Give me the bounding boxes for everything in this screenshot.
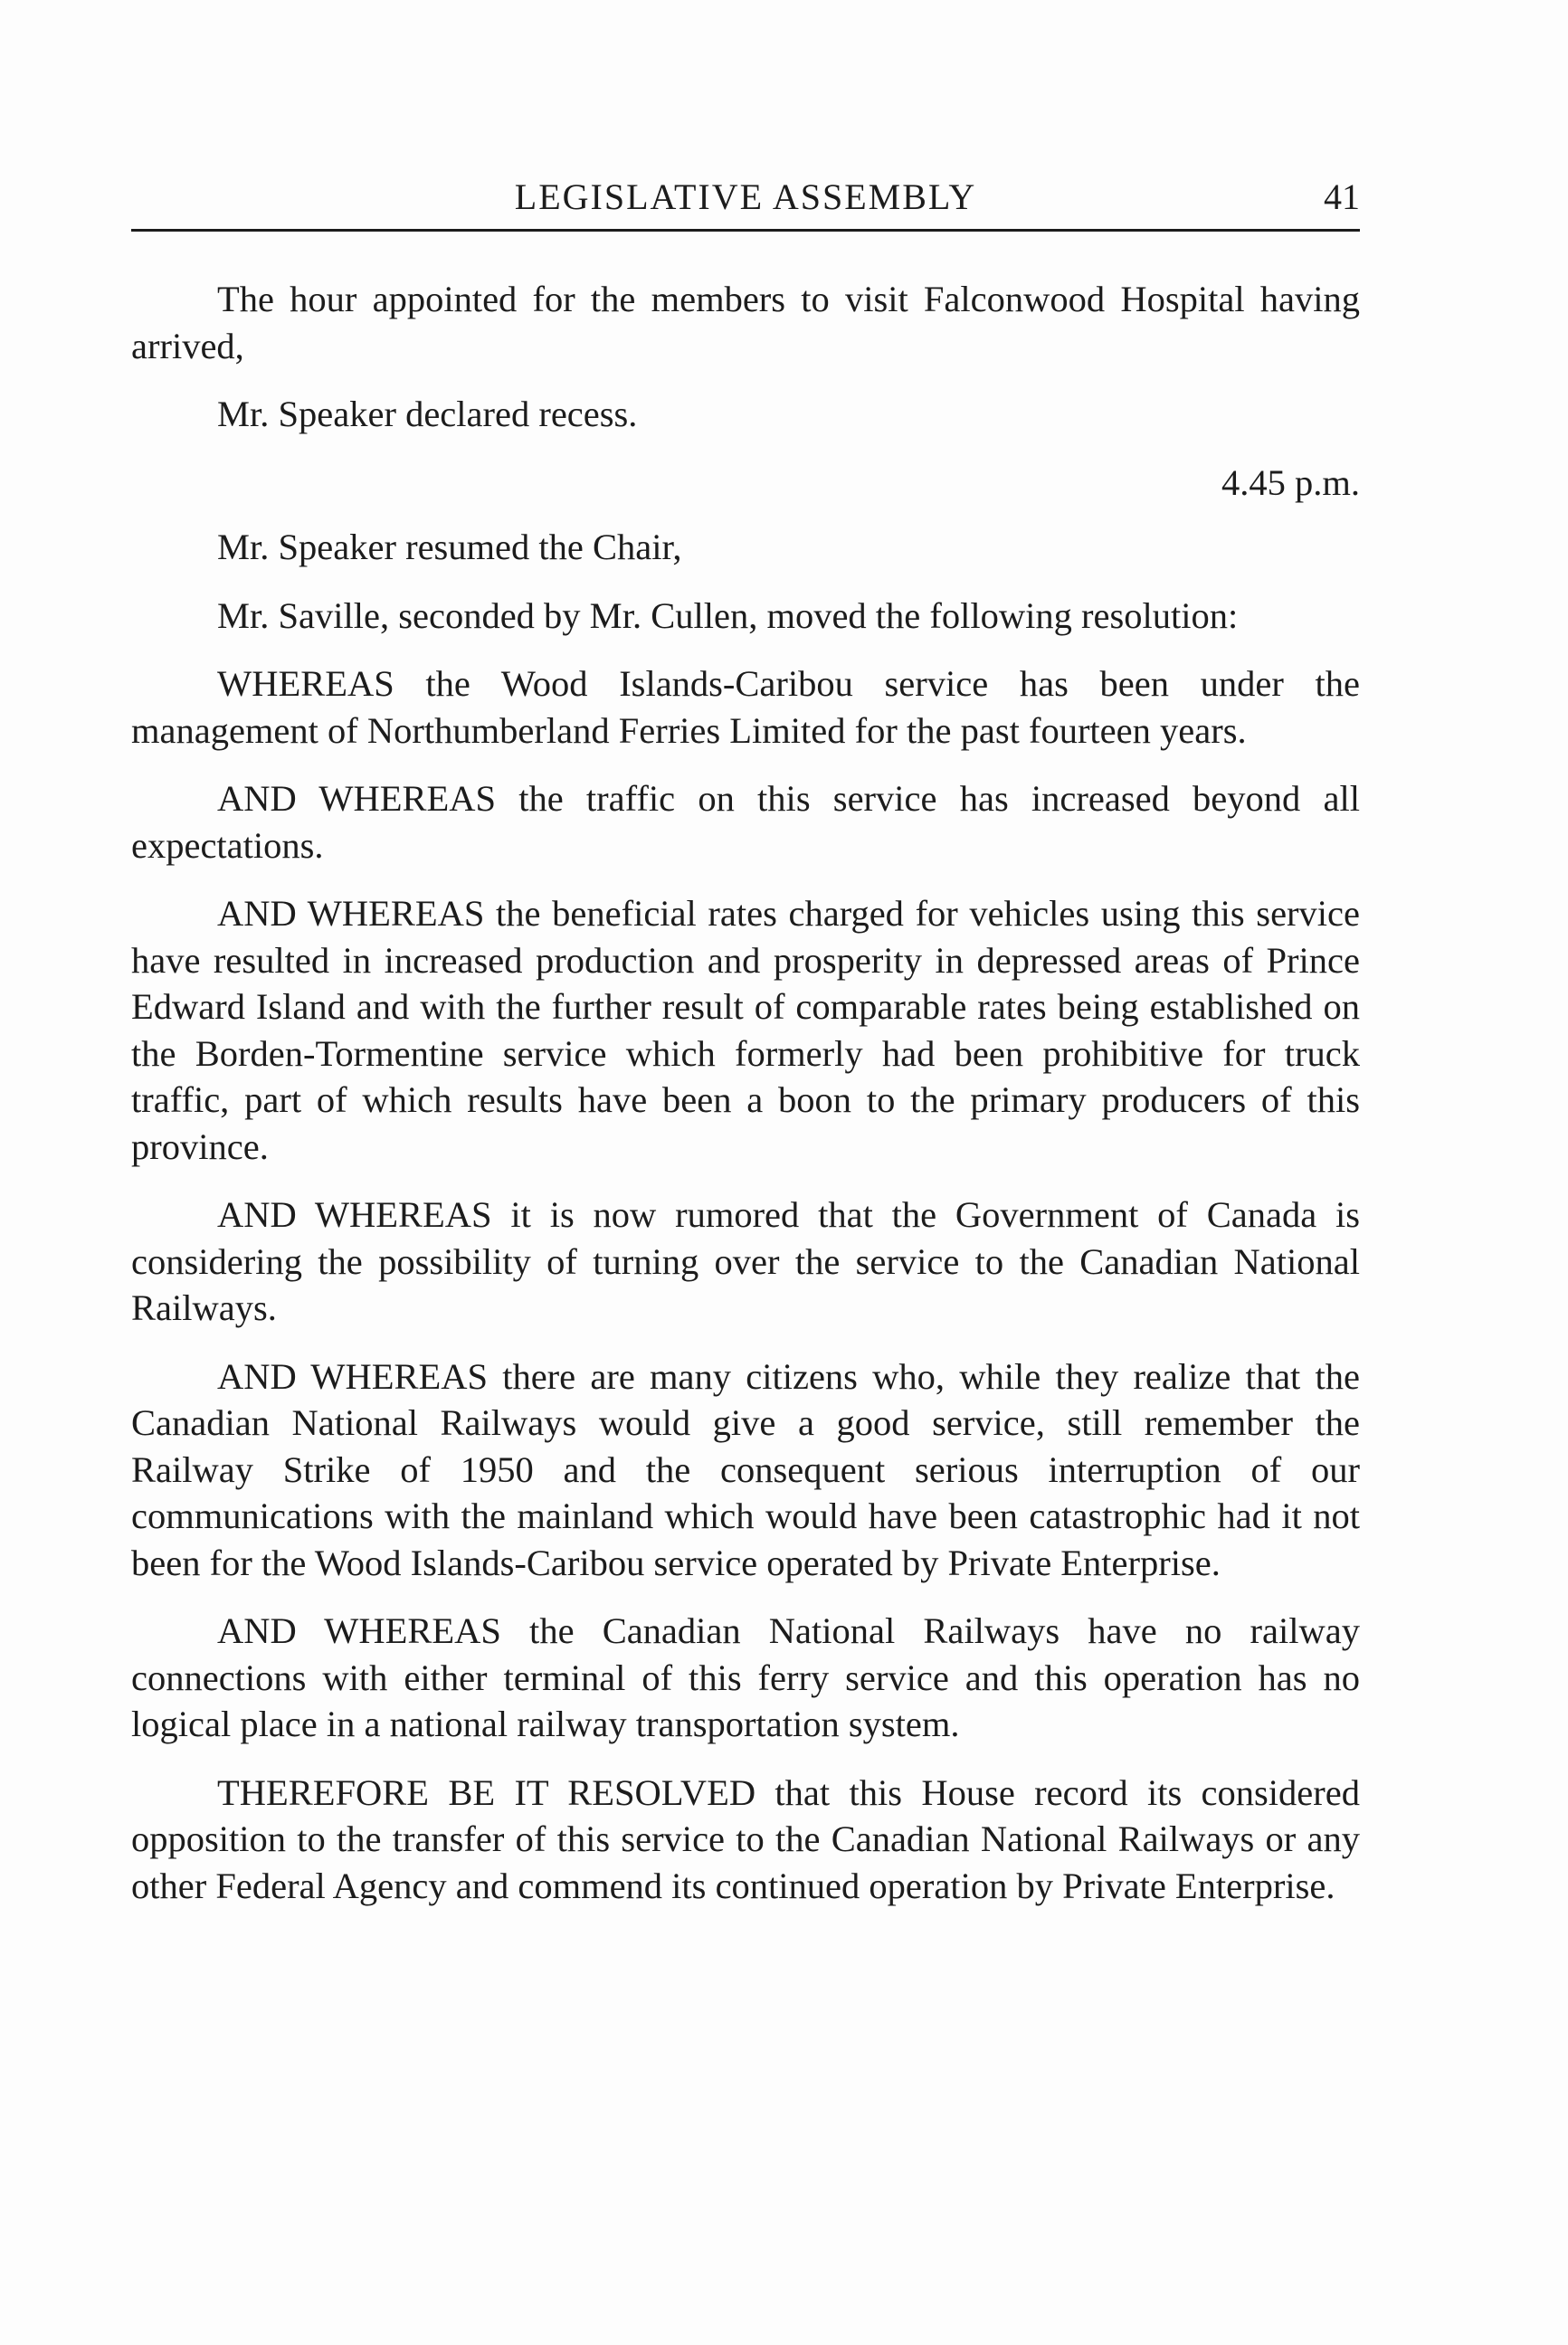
header-rule <box>131 229 1360 232</box>
paragraph-resumed: Mr. Speaker resumed the Chair, <box>217 527 682 567</box>
time-stamp: 4.45 p.m. <box>1221 461 1360 503</box>
paragraph-whereas-1: WHEREAS the Wood Islands-Caribou service has been under the management of Northumberland Ferries Limited for the past fourteen years. <box>131 663 1360 751</box>
page-header <box>131 170 1360 224</box>
page-number: 41 <box>1324 176 1360 217</box>
body-text <box>131 276 1360 1931</box>
paragraph-recess-hour: The hour appointed for the members to visit Falconwood Hospital having arrived, <box>131 279 1360 366</box>
running-title: LEGISLATIVE ASSEMBLY <box>514 176 977 217</box>
paragraph-whereas-4: AND WHEREAS it is now rumored that the Government of Canada is considering the possibility of turning over the service to the Canadian National Railways. <box>131 1194 1360 1328</box>
paragraph-recess-declared: Mr. Speaker declared recess. <box>217 394 638 434</box>
paragraph-resolved: THEREFORE BE IT RESOLVED that this House record its considered opposition to the transfer of this service to the Canadian National Railways or any other Federal Agency and commend its continued operation by Private Enterprise. <box>131 1771 1360 1906</box>
paragraph-whereas-3: AND WHEREAS the beneficial rates charged for vehicles using this service have resulted in increased production and prosperity in depressed areas of Prince Edward Island and with the further result of comparable rates being established on the Borden-Tormentine service which formerly had been prohibitive for truck traffic, part of which results have been a boon to the primary producers of this province. <box>131 893 1360 1167</box>
paragraph-whereas-2: AND WHEREAS the traffic on this service has increased beyond all expectations. <box>131 778 1360 866</box>
paragraph-whereas-6: AND WHEREAS the Canadian National Railways have no railway connections with either terminal of this ferry service and this operation has no logical place in a national railway transportation system. <box>131 1610 1360 1744</box>
paragraph-whereas-5: AND WHEREAS there are many citizens who, while they realize that the Canadian National Railways would give a good service, still remember the Railway Strike of 1950 and the consequent serious interruption of our communications with the mainland which would have been catastrophic had it not been for the Wood Islands-Caribou service operated by Private Enterprise. <box>131 1355 1360 1583</box>
paragraph-motion: Mr. Saville, seconded by Mr. Cullen, moved the following resolution: <box>217 594 1239 636</box>
